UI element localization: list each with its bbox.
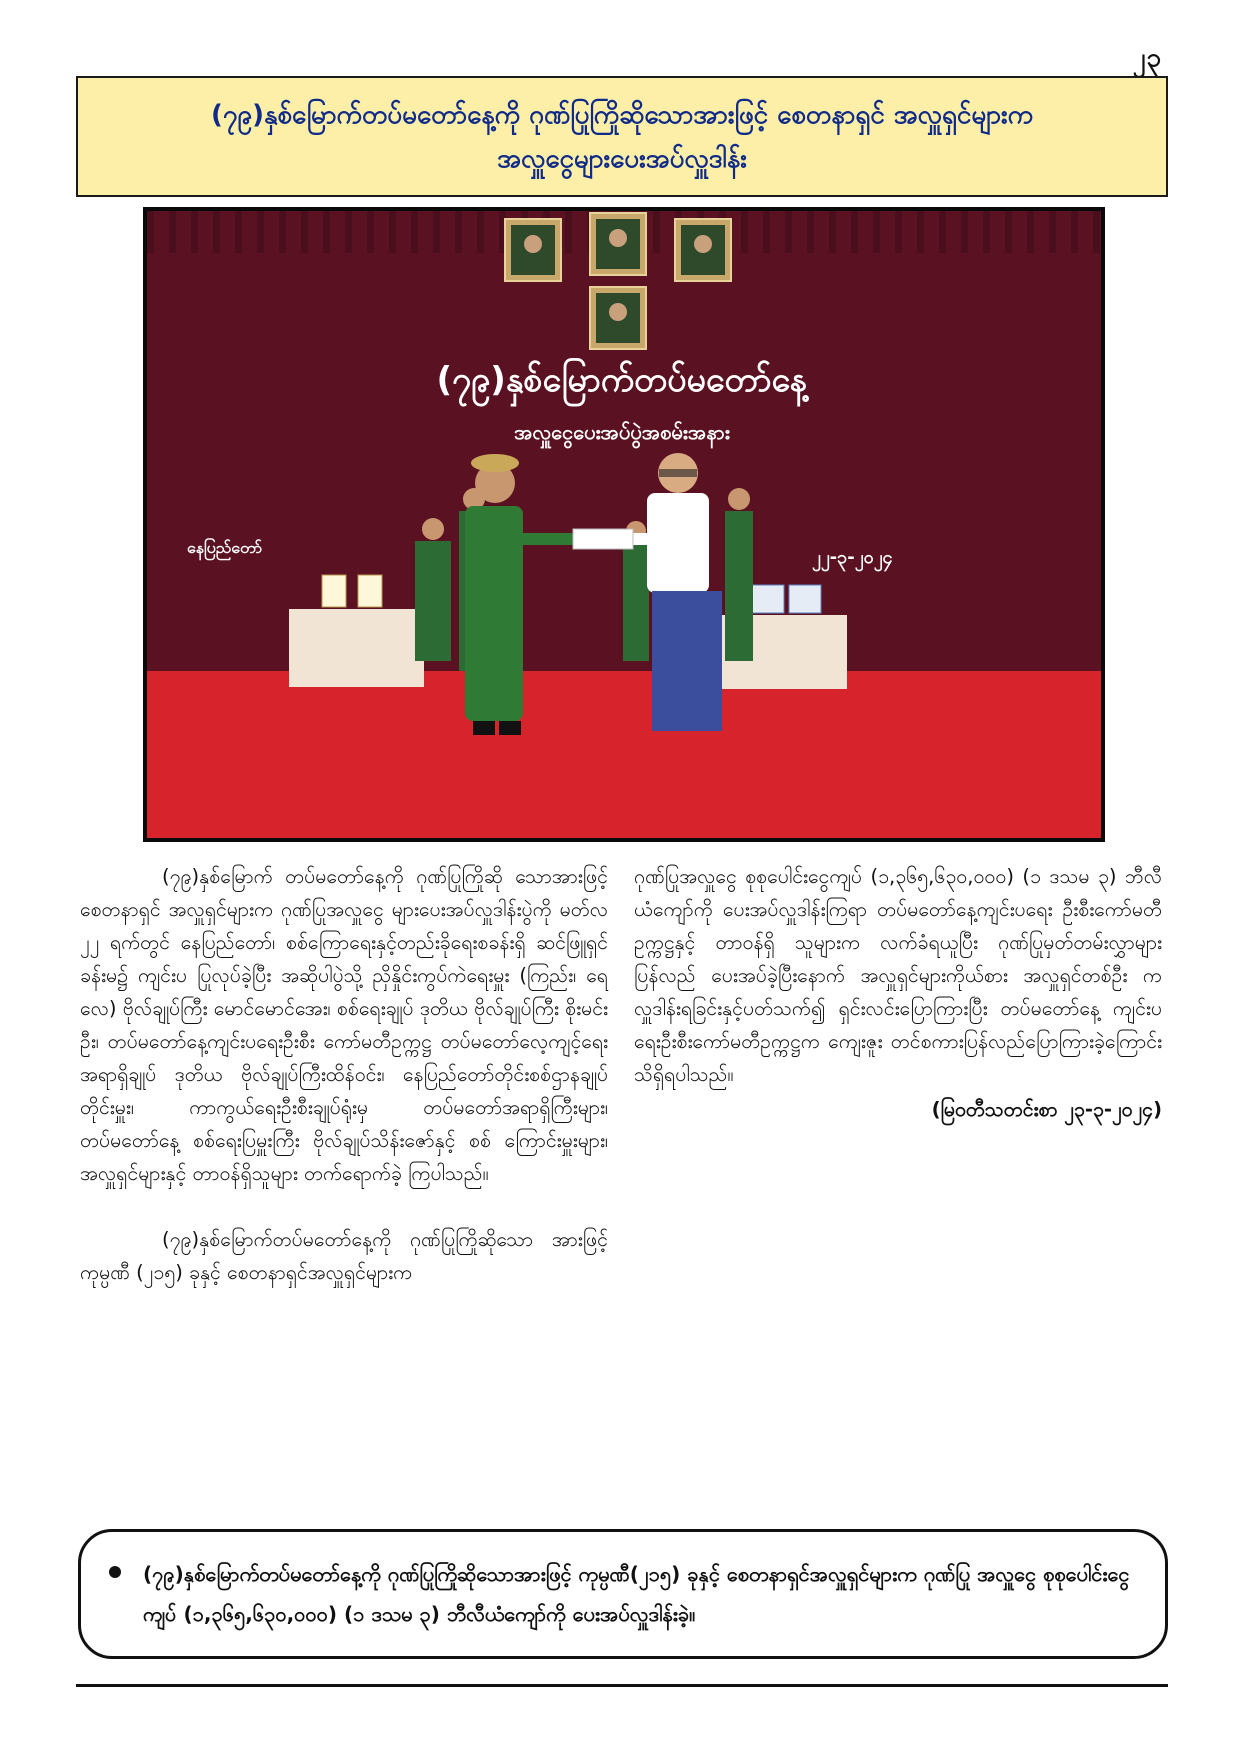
headline-box [76,76,1168,197]
page-number: ၂၃ [1132,43,1162,73]
article-column-left [80,860,608,1289]
source-credit: (မြဝတီသတင်းစာ ၂၃-၃-၂၀၂၄) [931,1098,1162,1121]
stage-floor [147,671,1101,838]
event-photo-illustration [147,211,1101,838]
summary-bullet-row [103,1554,1145,1634]
bottom-rule [76,1684,1168,1687]
article-column-right [634,860,1162,1126]
event-photo [143,207,1105,842]
date-label: ၂၂-၃-၂၀၂၄ [812,547,893,568]
summary-box [78,1529,1168,1659]
summary-text: (၇၉)နှစ်မြောက်တပ်မတော်နေ့ကို ဂုဏ်ပြုကြိုဆိုသောအားဖြင့် ကုမ္ပဏီ(၂၁၅) ခုနှင့် စေတနာရှင်အလှူရှင်များက ဂုဏ်ပြု အလှူငွေ စုစုပေါင်းငွေကျပ် (၁,၃၆၅,၆၃၀,၀၀၀) (၁ ဒသမ ၃) ဘီလီယံကျော်ကို ပေးအပ်လှူဒါန်းခဲ့။ [143,1562,1130,1626]
bullet-icon [109,1566,121,1578]
headline-line-1: (၇၉)နှစ်မြောက်တပ်မတော်နေ့ကို ဂုဏ်ပြုကြိုဆိုသောအားဖြင့် စေတနာရှင် အလှူရှင်များက [210,99,1034,130]
table-left [289,609,424,687]
article-paragraph-2: (၇၉)နှစ်မြောက်တပ်မတော်နေ့ကို ဂုဏ်ပြုကြိုဆိုသော အားဖြင့် ကုမ္ပဏီ (၂၁၅) ခုနှင့် စေတနာရှင်အလှူရှင်များက [80,1228,608,1284]
banner-subtitle: အလှူငွေပေးအပ်ပွဲအစမ်းအနား [514,420,730,444]
banner-title: (၇၉)နှစ်မြောက်တပ်မတော်နေ့ [436,360,808,400]
article-paragraph-continued: ဂုဏ်ပြုအလှူငွေ စုစုပေါင်းငွေကျပ် (၁,၃၆၅,၆၃၀,၀၀၀) (၁ ဒသမ ၃) ဘီလီယံကျော်ကို ပေးအပ်လှူဒါန်းကြရာ တပ်မတော်နေ့ကျင်းပရေး ဦးစီးကော်မတီဥက္ကဋ္ဌနှင့် တာဝန်ရှိ သူများက လက်ခံရယူပြီး ဂုဏ်ပြုမှတ်တမ်းလွှာများ ပြန်လည် ပေးအပ်ခဲ့ပြီးနောက် အလှူရှင်များကိုယ်စား အလှူရှင်တစ်ဦး က လှူဒါန်းရခြင်းနှင့်ပတ်သက်၍ ရှင်းလင်းပြောကြားပြီး တပ်မတော်နေ့ ကျင်းပရေးဦးစီးကော်မတီဥက္ကဋ္ဌက ကျေးဇူး တင်စကားပြန်လည်ပြောကြားခဲ့ကြောင်း သိရှိရပါသည်။ [634,865,1162,1086]
article-paragraph-1: (၇၉)နှစ်မြောက် တပ်မတော်နေ့ကို ဂုဏ်ပြုကြိုဆို သောအားဖြင့် စေတနာရှင် အလှူရှင်များက ဂုဏ်ပြုအလှူငွေ များပေးအပ်လှူဒါန်းပွဲကို မတ်လ ၂၂ ရက်တွင် နေပြည်တော်၊ စစ်ကြောရေးနှင့်တည်းခိုရေးစခန်းရှိ ဆင်ဖြူရှင်ခန်းမ၌ ကျင်းပ ပြုလုပ်ခဲ့ပြီး အဆိုပါပွဲသို့ ညှိနှိုင်းကွပ်ကဲရေးမှူး (ကြည်း၊ ရေ လေ) ဗိုလ်ချုပ်ကြီး မောင်မောင်အေး၊ စစ်ရေးချုပ် ဒုတိယ ဗိုလ်ချုပ်ကြီး စိုးမင်းဦး၊ တပ်မတော်နေ့ကျင်းပရေးဦးစီး ကော်မတီဥက္ကဋ္ဌ တပ်မတော်လေ့ကျင့်ရေးအရာရှိချုပ် ဒုတိယ ဗိုလ်ချုပ်ကြီးထိန်ဝင်း၊ နေပြည်တော်တိုင်းစစ်ဌာနချုပ် တိုင်းမှူး၊ ကာကွယ်ရေးဦးစီးချုပ်ရုံးမှ တပ်မတော်အရာရှိကြီးများ၊ တပ်မတော်နေ့ စစ်ရေးပြမှူးကြီး ဗိုလ်ချုပ်သိန်းဇော်နှင့် စစ် ကြောင်းမှူးများ၊ အလှူရှင်များနှင့် တာဝန်ရှိသူများ တက်ရောက်ခဲ့ ကြပါသည်။ [80,865,608,1185]
donation-envelope [573,529,633,549]
venue-label: နေပြည်တော် [187,538,263,557]
headline-line-2: အလှူငွေများပေးအပ်လှူဒါန်း [497,143,747,174]
